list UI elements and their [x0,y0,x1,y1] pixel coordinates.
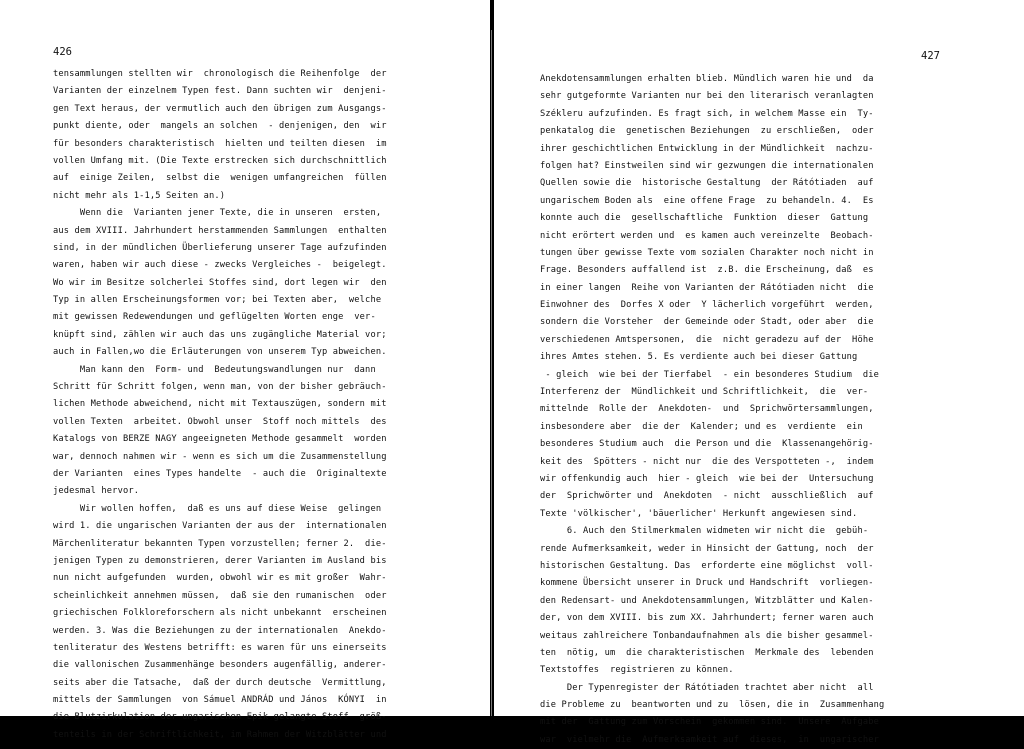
text-line: Székleru aufzufinden. Es fragt sich, in welchem Masse ein Ty- [540,108,874,119]
text-line: gen Text heraus, der vermutlich auch den übrigen zum Ausgangs- [53,103,387,114]
text-line: die Probleme zu beantworten und zu lösen, die in Zusammenhang [540,700,885,711]
text-line: auf einige Zeilen, selbst die wenigen umfangreichen füllen [53,173,387,184]
text-line: keit des Spötters - nicht nur die des Verspotteten -, indem [540,456,874,467]
text-line: ungarischem Boden als eine offene Frage zu behandeln. 4. Es [540,195,874,206]
text-line: sehr gutgeformte Varianten nur bei den literarisch veranlagten [540,91,874,102]
text-line: Interferenz der Mündlichkeit und Schriftlichkeit, die ver- [540,387,869,398]
text-line: Man kann den Form- und Bedeutungswandlungen nur dann [53,364,376,375]
text-line: Anekdotensammlungen erhalten blieb. Mündlich waren hie und da [540,74,874,84]
text-line: weitaus zahlreichere Tonbandaufnahmen als die bisher gesammel- [540,630,874,641]
text-line: mittels der Sammlungen von Sámuel ANDRÁD und János KÓNYI in [53,695,387,706]
text-line: Märchenliteratur bekannten Typen vorzustellen; ferner 2. die- [53,538,387,549]
text-line: Wenn die Varianten jener Texte, die in unseren ersten, [53,208,382,219]
gutter-divider [491,30,492,716]
text-line: mit der Gattung zum Vorschein gekommen sind. Unsere Aufgabe [540,717,879,728]
text-line: nicht erörtert werden und es kamen auch vereinzelte Beobach- [540,230,874,241]
text-line: punkt diente, oder mangels an solchen - denjenigen, den wir [53,121,387,132]
text-line: ihres Amtes stehen. 5. Es verdiente auch bei dieser Gattung [540,352,858,363]
right-page-number: 427 [921,50,940,62]
text-line: mit gewissen Redewendungen und geflügelten Worten enge ver- [53,312,376,323]
text-line: für besonders charakteristisch hielten und teilten diesen im [53,138,387,149]
text-line: besonderes Studium auch die Person und die Klassenangehörig- [540,439,874,450]
text-line: Schritt für Schritt folgen, wenn man, von der bisher gebräuch- [53,382,387,393]
text-line: Frage. Besonders auffallend ist z.B. die Erscheinung, daß es [540,265,874,276]
text-line: ihrer geschichtlichen Entwicklung in der Mündlichkeit nachzu- [540,143,874,154]
text-line: auch in Fallen,wo die Erläuterungen von unserem Typ abweichen. [53,347,387,358]
text-line: rende Aufmerksamkeit, weder in Hinsicht der Gattung, noch der [540,543,874,554]
text-line: lichen Methode abweichend, nicht mit Textauszügen, sondern mit [53,399,387,410]
text-line: Texte 'völkischer', 'bäuerlicher' Herkunft angewiesen sind. [540,508,858,519]
left-page-text [53,66,453,744]
text-line: griechischen Folkloreforschern als nicht unbekannt erscheinen [53,608,387,619]
text-line: penkatalog die genetischen Beziehungen zu erschließen, oder [540,126,874,137]
text-line: in einer langen Reihe von Varianten der Rátótiaden nicht die [540,282,874,293]
text-line: verschiedenen Amtspersonen, die nicht geradezu auf der Höhe [540,334,874,345]
text-line: knüpft sind, zählen wir auch das uns zugängliche Material vor; [53,329,387,340]
text-line: wir offenkundig auch hier - gleich wie bei der Untersuchung [540,473,874,484]
text-line: jenigen Typen zu demonstrieren, derer Varianten im Ausland bis [53,555,387,566]
text-line: Einwohner des Dorfes X oder Y lächerlich vorgeführt werden, [540,300,874,311]
text-line: nun nicht aufgefunden wurden, obwohl wir es mit großer Wahr- [53,573,387,584]
text-line: vollen Umfang mit. (Die Texte erstrecken sich durchschnittlich [53,155,387,166]
text-line: Varianten der einzelnem Typen fest. Dann suchten wir denjeni- [53,86,387,97]
text-line: waren, haben wir auch diese - zwecks Vergleiches - beigelegt. [53,260,387,271]
text-line: tenliteratur des Westens betrifft: es waren für uns einerseits [53,642,387,653]
text-line: die vallonischen Zusammenhänge besonders augenfällig, anderer- [53,660,387,671]
text-line: insbesondere aber die der Kalender; und es verdiente ein [540,421,863,432]
text-line: scheinlichkeit annehmen müssen, daß sie den rumanischen oder [53,590,387,601]
right-page-text [540,71,945,749]
text-line: wird 1. die ungarischen Varianten der aus der internationalen [53,521,387,532]
text-line: historischen Gestaltung. Das erforderte eine möglichst voll- [540,560,874,571]
text-line: war, dennoch nahmen wir - wenn es sich um die Zusammenstellung [53,451,387,462]
left-page-number: 426 [53,46,72,58]
text-line: aus dem XVIII. Jahrhundert herstammenden Sammlungen enthalten [53,225,387,236]
text-line: Wir wollen hoffen, daß es uns auf diese Weise gelingen [53,503,382,514]
text-line: Typ in allen Erscheinungsformen vor; bei Texten aber, welche [53,295,382,306]
text-line: kommene Übersicht unserer in Druck und Handschrift vorliegen- [540,578,874,589]
text-line: Wo wir im Besitze solcherlei Stoffes sind, dort legen wir den [53,277,387,288]
text-line: seits aber die Tatsache, daß der durch deutsche Vermittlung, [53,677,387,688]
text-line: tungen über gewisse Texte vom sozialen Charakter noch nicht in [540,247,874,258]
text-line: konnte auch die gesellschaftliche Funktion dieser Gattung [540,213,869,224]
text-line: 6. Auch den Stilmerkmalen widmeten wir nicht die gebüh- [540,526,869,537]
text-line: - gleich wie bei der Tierfabel - ein besonderes Studium die [540,369,879,380]
text-line: werden. 3. Was die Beziehungen zu der internationalen Anekdo- [53,625,387,636]
text-line: ten nötig, um die charakteristischen Merkmale des lebenden [540,647,874,658]
text-line: der Varianten eines Types handelte - auch die Originaltexte [53,468,387,479]
text-line: jedesmal hervor. [53,486,140,497]
text-line: war vielmehr die Aufmerksamkeit auf dieses, in ungarischer [540,734,879,745]
text-line: sondern die Vorsteher der Gemeinde oder Stadt, oder aber die [540,317,874,328]
text-line: die Blutzirkulation der ungarischen Epik gelangte Stoff größ- [53,712,387,723]
text-line: vollen Texten arbeitet. Obwohl unser Stoff noch mittels des [53,416,387,427]
text-line: der Sprichwörter und Anekdoten - nicht ausschließlich auf [540,491,874,502]
text-line: tensammlungen stellten wir chronologisch die Reihenfolge der [53,69,387,79]
text-line: Katalogs von BERZE NAGY angeeigneten Methode gesammelt worden [53,434,387,445]
text-line: sind, in der mündlichen Überlieferung unserer Tage aufzufinden [53,242,387,253]
text-line: tenteils in der Schriftlichkeit, im Rahmen der Witzblätter und [53,729,387,740]
text-line: der, von dem XVIII. bis zum XX. Jahrhundert; ferner waren auch [540,613,874,624]
text-line: Der Typenregister der Rátótiaden trachtet aber nicht all [540,682,874,693]
left-page [0,0,490,740]
text-line: folgen hat? Einstweilen sind wir gezwungen die internationalen [540,160,874,171]
text-line: nicht mehr als 1-1,5 Seiten an.) [53,190,226,201]
right-page [494,0,1024,745]
text-line: den Redensart- und Anekdotensammlungen, Witzblätter und Kalen- [540,595,874,606]
text-line: Quellen sowie die historische Gestaltung der Rátótiaden auf [540,178,874,189]
text-line: mittelnde Rolle der Anekdoten- und Sprichwörtersammlungen, [540,404,874,415]
text-line: Textstoffes registrieren zu können. [540,665,734,676]
